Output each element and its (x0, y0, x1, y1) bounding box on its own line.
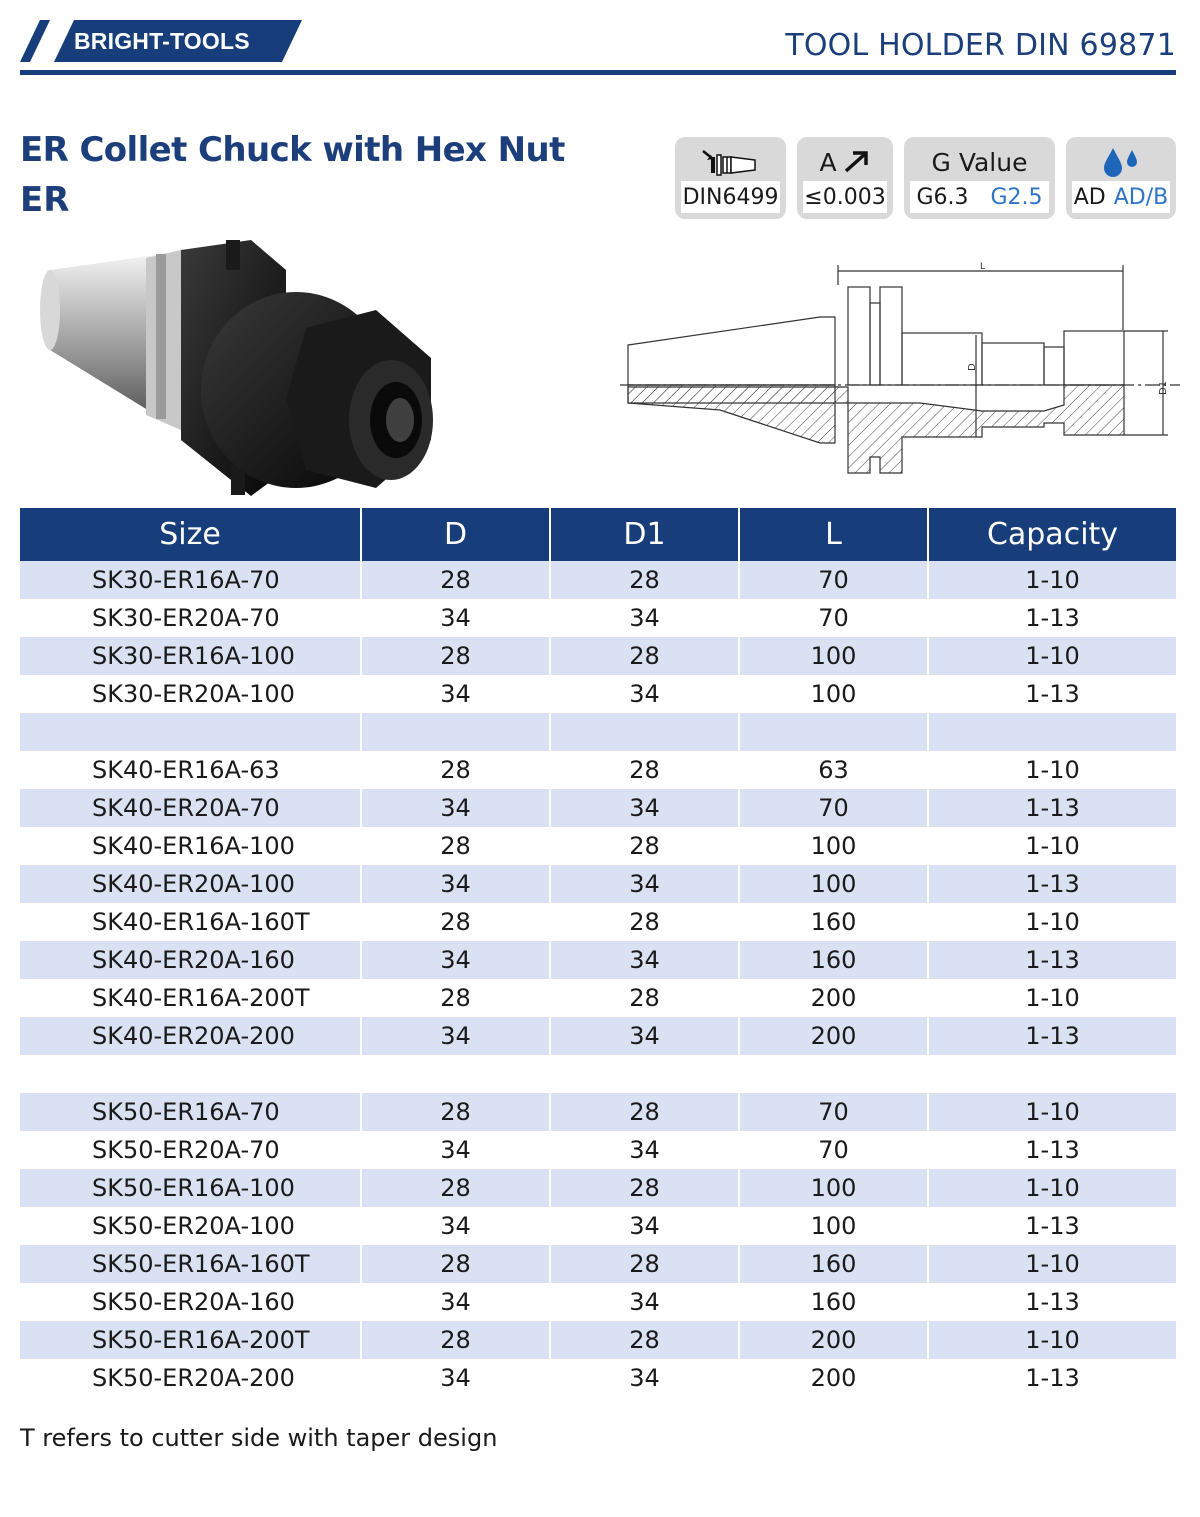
standard-value: DIN6499 (681, 181, 780, 213)
d1-cell: 34 (550, 789, 739, 827)
size-cell: SK50-ER16A-160T (20, 1245, 361, 1283)
table-row (20, 599, 1176, 637)
l-cell: 100 (739, 1169, 928, 1207)
table-row (20, 637, 1176, 675)
size-cell (20, 1055, 361, 1093)
size-cell: SK50-ER16A-200T (20, 1321, 361, 1359)
capacity-cell: 1-10 (928, 1093, 1176, 1131)
table-row (20, 751, 1176, 789)
standard-badge (675, 137, 786, 219)
size-cell: SK30-ER16A-70 (20, 561, 361, 599)
d-cell: 28 (361, 751, 550, 789)
capacity-cell (928, 713, 1176, 751)
l-cell: 200 (739, 1321, 928, 1359)
d-cell: 28 (361, 827, 550, 865)
balance-label: G Value (931, 147, 1028, 177)
balance-value-fine: G2.5 (990, 184, 1043, 210)
d-cell: 28 (361, 1321, 550, 1359)
table-row (20, 979, 1176, 1017)
capacity-cell: 1-10 (928, 637, 1176, 675)
header-divider (20, 70, 1176, 75)
l-cell: 200 (739, 1359, 928, 1397)
d-cell: 34 (361, 1359, 550, 1397)
brand-name: BRIGHT-TOOLS (74, 28, 250, 54)
table-row (20, 903, 1176, 941)
size-cell: SK40-ER16A-100 (20, 827, 361, 865)
balance-badge (904, 137, 1055, 219)
l-cell: 160 (739, 1283, 928, 1321)
accuracy-value: ≤0.003 (803, 181, 887, 213)
d1-cell: 34 (550, 599, 739, 637)
l-cell: 100 (739, 637, 928, 675)
size-cell: SK30-ER16A-100 (20, 637, 361, 675)
d-cell: 28 (361, 561, 550, 599)
d1-cell: 28 (550, 1093, 739, 1131)
table-row (20, 1131, 1176, 1169)
technical-drawing (620, 255, 1180, 490)
d1-cell (550, 713, 739, 751)
column-header-size: Size (20, 508, 361, 561)
l-cell: 160 (739, 1245, 928, 1283)
d1-cell: 28 (550, 637, 739, 675)
capacity-cell: 1-13 (928, 1017, 1176, 1055)
column-header-d: D (361, 508, 550, 561)
column-header-l: L (739, 508, 928, 561)
column-header-d1: D1 (550, 508, 739, 561)
table-row (20, 789, 1176, 827)
size-cell: SK50-ER20A-160 (20, 1283, 361, 1321)
size-cell (20, 713, 361, 751)
capacity-cell: 1-10 (928, 1321, 1176, 1359)
capacity-cell: 1-10 (928, 827, 1176, 865)
l-cell: 200 (739, 979, 928, 1017)
table-row (20, 675, 1176, 713)
l-cell: 70 (739, 599, 928, 637)
table-row (20, 1169, 1176, 1207)
d1-cell: 34 (550, 865, 739, 903)
drawing-label-l: L (980, 262, 986, 272)
size-cell: SK30-ER20A-70 (20, 599, 361, 637)
capacity-cell: 1-13 (928, 599, 1176, 637)
l-cell: 63 (739, 751, 928, 789)
l-cell: 200 (739, 1017, 928, 1055)
d1-cell: 28 (550, 1169, 739, 1207)
size-cell: SK40-ER20A-70 (20, 789, 361, 827)
capacity-cell: 1-13 (928, 1283, 1176, 1321)
d1-cell: 28 (550, 751, 739, 789)
clamping-icon (675, 145, 786, 179)
drawing-label-d1: D1 (1158, 380, 1169, 395)
table-row (20, 713, 1176, 751)
size-cell: SK40-ER20A-160 (20, 941, 361, 979)
footnote: T refers to cutter side with taper design (20, 1424, 498, 1452)
arrow-up-right-icon (841, 149, 871, 175)
d1-cell: 34 (550, 675, 739, 713)
l-cell: 100 (739, 827, 928, 865)
l-cell (739, 1055, 928, 1093)
d-cell: 34 (361, 789, 550, 827)
table-row (20, 561, 1176, 599)
d-cell: 34 (361, 865, 550, 903)
table-row (20, 865, 1176, 903)
balance-value-standard: G6.3 (916, 184, 969, 210)
d-cell: 34 (361, 675, 550, 713)
d-cell (361, 713, 550, 751)
size-cell: SK50-ER20A-100 (20, 1207, 361, 1245)
capacity-cell (928, 1055, 1176, 1093)
size-cell: SK50-ER20A-70 (20, 1131, 361, 1169)
document-title: TOOL HOLDER DIN 69871 (785, 28, 1176, 63)
d-cell: 28 (361, 903, 550, 941)
table-header-row (20, 508, 1176, 561)
coolant-value-adb: AD/B (1113, 184, 1169, 210)
d1-cell: 28 (550, 1245, 739, 1283)
d-cell: 28 (361, 1093, 550, 1131)
table-row (20, 1207, 1176, 1245)
table-row (20, 1359, 1176, 1397)
table-row (20, 941, 1176, 979)
d-cell: 34 (361, 599, 550, 637)
l-cell: 70 (739, 1093, 928, 1131)
l-cell: 160 (739, 903, 928, 941)
size-cell: SK30-ER20A-100 (20, 675, 361, 713)
table-row (20, 1321, 1176, 1359)
d-cell: 34 (361, 1207, 550, 1245)
drawing-label-d: D (967, 363, 978, 371)
d1-cell: 28 (550, 1321, 739, 1359)
l-cell: 70 (739, 561, 928, 599)
capacity-cell: 1-10 (928, 979, 1176, 1017)
coolant-value-ad: AD (1073, 184, 1106, 210)
d-cell: 28 (361, 1169, 550, 1207)
capacity-cell: 1-10 (928, 903, 1176, 941)
size-cell: SK50-ER16A-100 (20, 1169, 361, 1207)
size-cell: SK50-ER16A-70 (20, 1093, 361, 1131)
column-header-capacity: Capacity (928, 508, 1176, 561)
specification-table (20, 508, 1176, 1397)
table-row (20, 1055, 1176, 1093)
d-cell (361, 1055, 550, 1093)
table-body (20, 561, 1176, 1397)
d-cell: 34 (361, 1131, 550, 1169)
d-cell: 28 (361, 979, 550, 1017)
size-cell: SK40-ER16A-63 (20, 751, 361, 789)
d1-cell: 34 (550, 1131, 739, 1169)
d1-cell: 28 (550, 903, 739, 941)
table-row (20, 1283, 1176, 1321)
capacity-cell: 1-10 (928, 561, 1176, 599)
d1-cell: 28 (550, 561, 739, 599)
product-title: ER Collet Chuck with Hex Nut (20, 130, 565, 170)
d1-cell: 28 (550, 979, 739, 1017)
d1-cell: 34 (550, 1359, 739, 1397)
product-subtitle: ER (20, 180, 70, 220)
capacity-cell: 1-13 (928, 865, 1176, 903)
capacity-cell: 1-10 (928, 751, 1176, 789)
size-cell: SK40-ER20A-200 (20, 1017, 361, 1055)
size-cell: SK40-ER16A-160T (20, 903, 361, 941)
d1-cell: 34 (550, 941, 739, 979)
d1-cell: 34 (550, 1283, 739, 1321)
coolant-badge (1066, 137, 1176, 219)
table-row (20, 827, 1176, 865)
l-cell (739, 713, 928, 751)
capacity-cell: 1-13 (928, 1359, 1176, 1397)
table-row (20, 1245, 1176, 1283)
size-cell: SK40-ER20A-100 (20, 865, 361, 903)
accuracy-badge (797, 137, 893, 219)
d-cell: 34 (361, 941, 550, 979)
size-cell: SK50-ER20A-200 (20, 1359, 361, 1397)
table-row (20, 1093, 1176, 1131)
d-cell: 34 (361, 1017, 550, 1055)
d1-cell (550, 1055, 739, 1093)
capacity-cell: 1-10 (928, 1245, 1176, 1283)
capacity-cell: 1-13 (928, 789, 1176, 827)
d1-cell: 34 (550, 1207, 739, 1245)
capacity-cell: 1-10 (928, 1169, 1176, 1207)
l-cell: 160 (739, 941, 928, 979)
capacity-cell: 1-13 (928, 941, 1176, 979)
capacity-cell: 1-13 (928, 675, 1176, 713)
l-cell: 100 (739, 865, 928, 903)
capacity-cell: 1-13 (928, 1131, 1176, 1169)
accuracy-label: A (819, 147, 837, 177)
l-cell: 70 (739, 789, 928, 827)
d-cell: 28 (361, 1245, 550, 1283)
l-cell: 100 (739, 675, 928, 713)
d1-cell: 28 (550, 827, 739, 865)
size-cell: SK40-ER16A-200T (20, 979, 361, 1017)
capacity-cell: 1-13 (928, 1207, 1176, 1245)
coolant-drops-icon (1066, 145, 1176, 179)
table-row (20, 1017, 1176, 1055)
l-cell: 100 (739, 1207, 928, 1245)
d-cell: 28 (361, 637, 550, 675)
d1-cell: 34 (550, 1017, 739, 1055)
product-photo (36, 240, 436, 496)
l-cell: 70 (739, 1131, 928, 1169)
d-cell: 34 (361, 1283, 550, 1321)
